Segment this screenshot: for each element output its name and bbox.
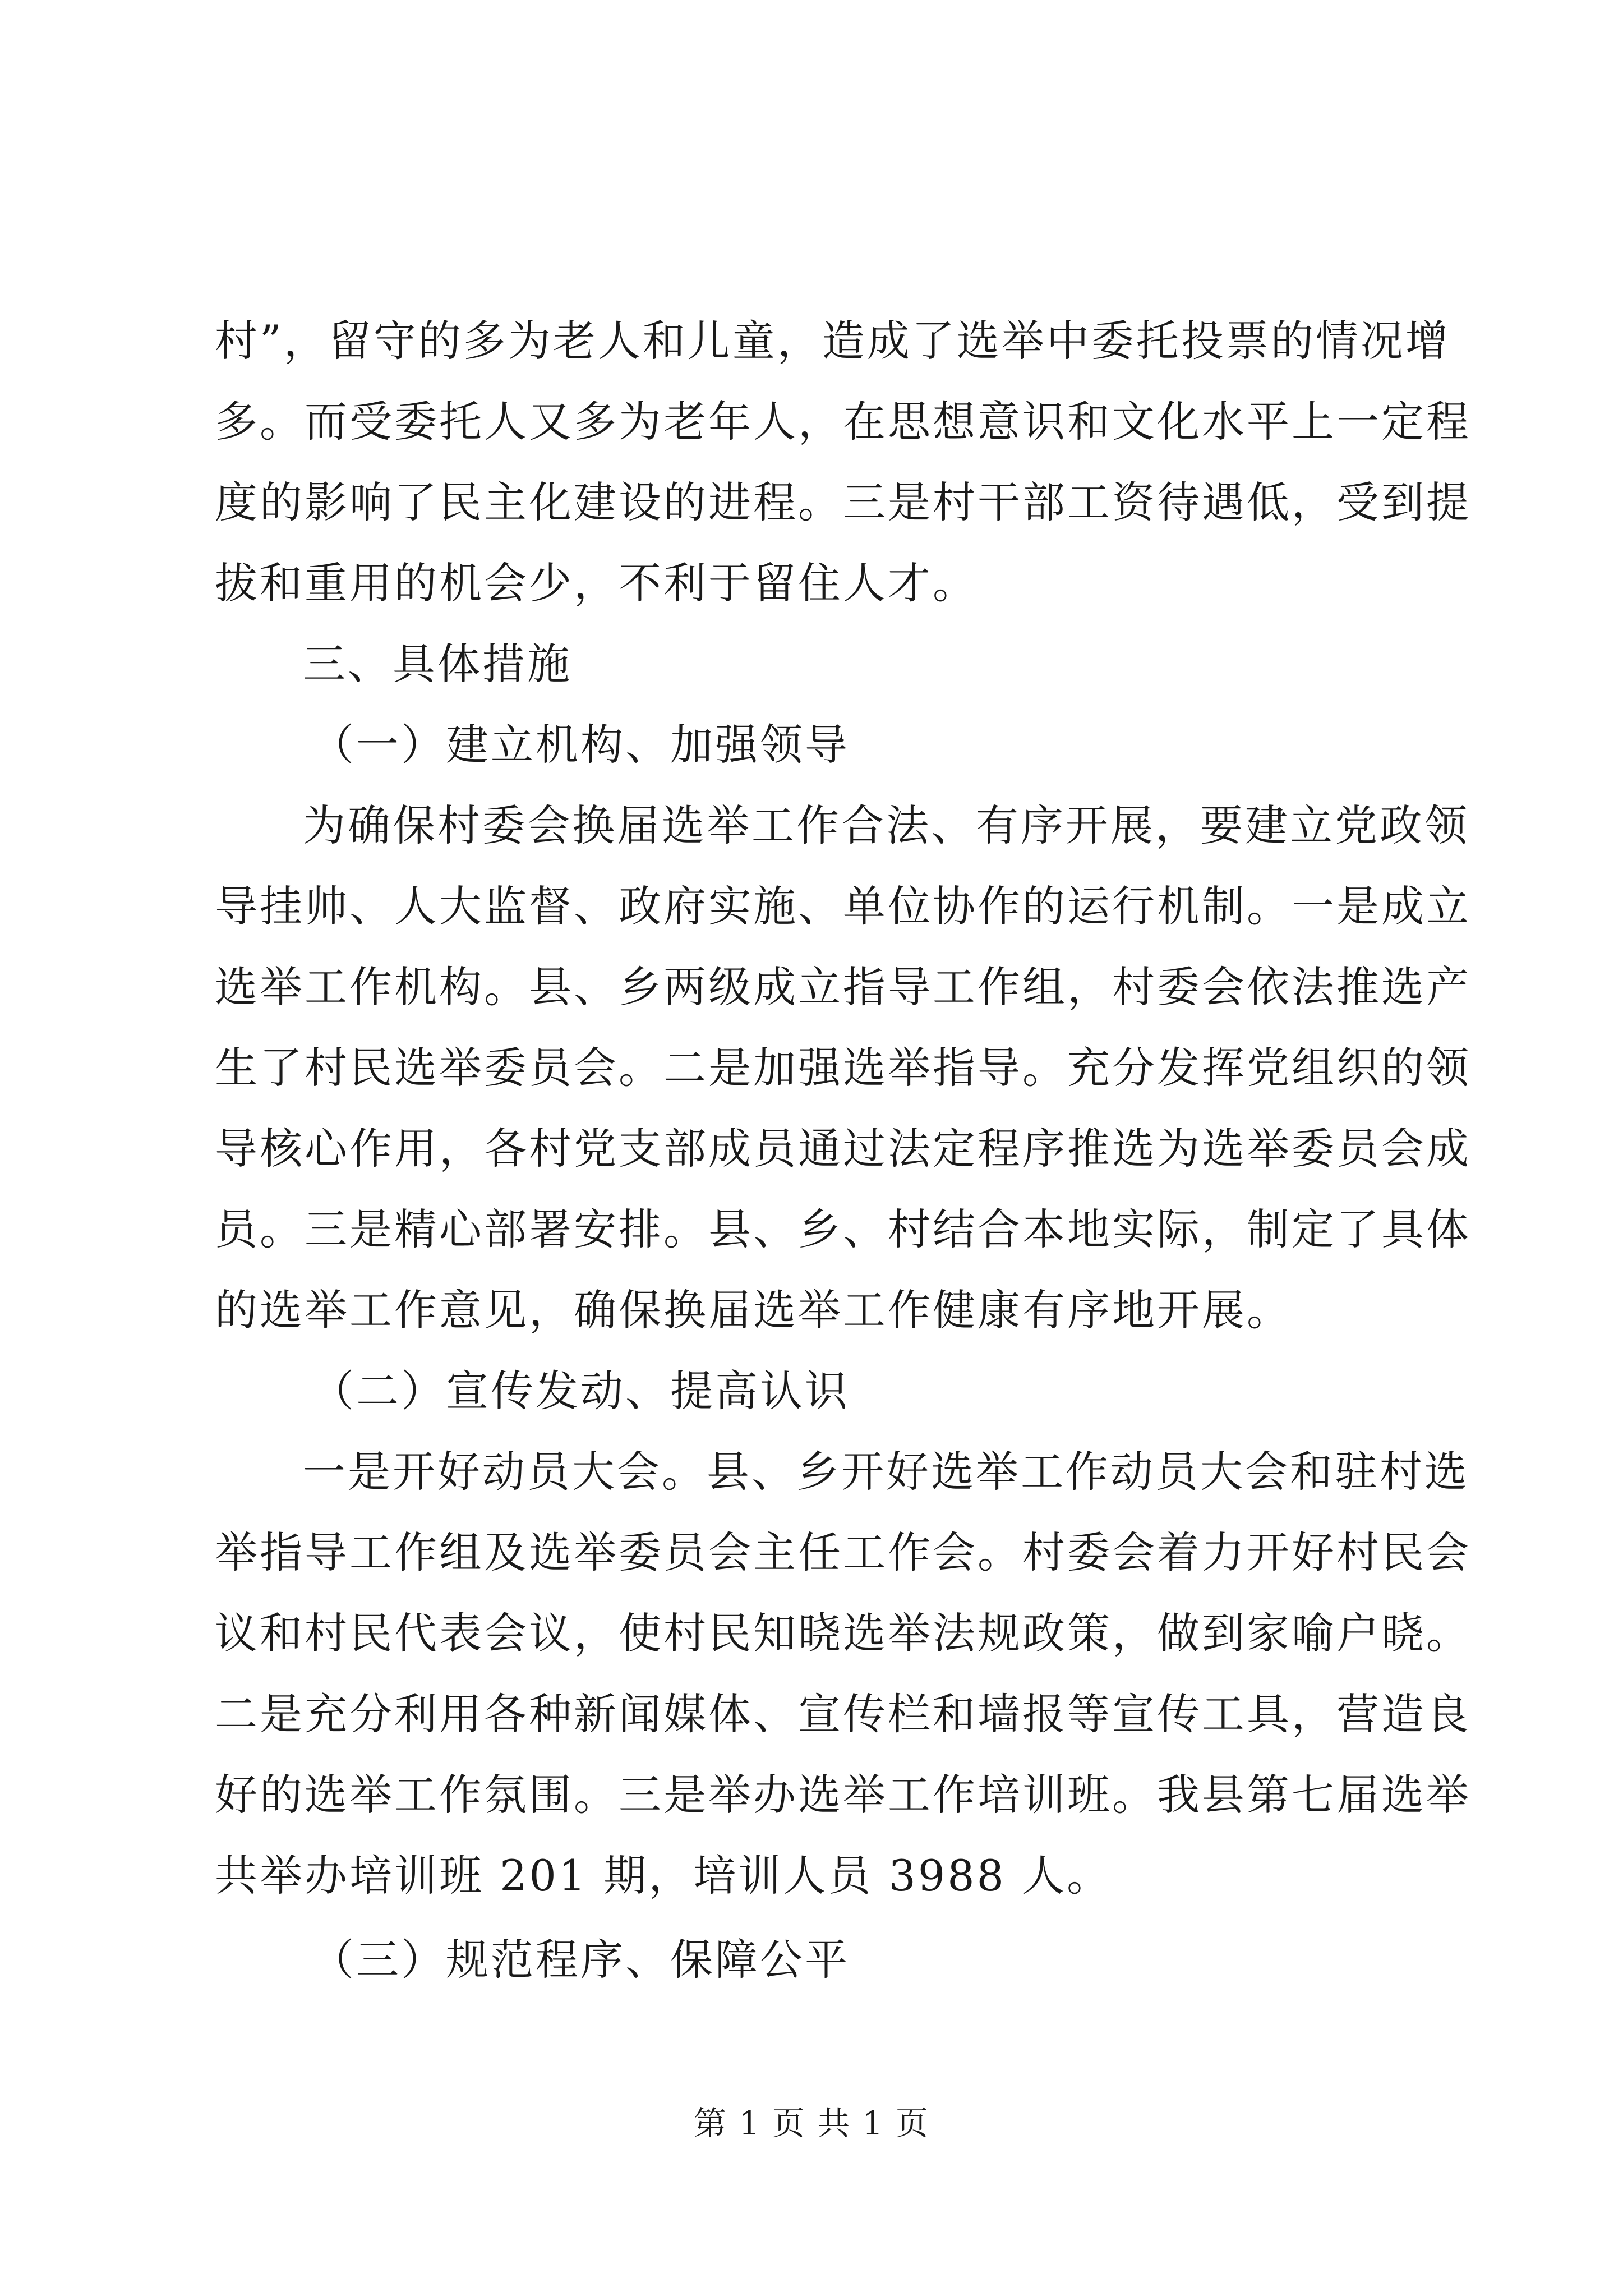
- body-line: 度的影响了民主化建设的进程。三是村干部工资待遇低，受到提: [215, 477, 1471, 527]
- page-footer: 第 1 页 共 1 页: [694, 2104, 929, 2142]
- body-line: 导核心作用，各村党支部成员通过法定程序推选为选举委员会成: [215, 1124, 1471, 1174]
- body-line: 选举工作机构。县、乡两级成立指导工作组，村委会依法推选产: [215, 962, 1471, 1012]
- body-line: 共举办培训班 201 期，培训人员 3988 人。: [215, 1851, 1112, 1901]
- body-line: 村”，留守的多为老人和儿童，造成了选举中委托投票的情况增: [215, 316, 1450, 366]
- body-line: 导挂帅、人大监督、政府实施、单位协作的运行机制。一是成立: [215, 881, 1471, 931]
- body-line: 的选举工作意见，确保换届选举工作健康有序地开展。: [215, 1285, 1292, 1335]
- body-line: 议和村民代表会议，使村民知晓选举法规政策，做到家喻户晓。: [215, 1608, 1471, 1658]
- body-line: 好的选举工作氛围。三是举办选举工作培训班。我县第七届选举: [215, 1770, 1471, 1820]
- subsection-heading: （三）规范程序、保障公平: [311, 1935, 850, 1985]
- section-heading: 三、具体措施: [303, 639, 572, 689]
- body-line: 为确保村委会换届选举工作合法、有序开展，要建立党政领: [303, 800, 1469, 850]
- body-line: 拔和重用的机会少，不利于留住人才。: [215, 558, 978, 608]
- body-line: 生了村民选举委员会。二是加强选举指导。充分发挥党组织的领: [215, 1043, 1471, 1093]
- subsection-heading: （一）建立机构、加强领导: [311, 720, 850, 770]
- body-line: 一是开好动员大会。县、乡开好选举工作动员大会和驻村选: [303, 1447, 1469, 1497]
- subsection-heading: （二）宣传发动、提高认识: [311, 1366, 850, 1416]
- body-line: 多。而受委托人又多为老年人，在思想意识和文化水平上一定程: [215, 397, 1471, 447]
- body-line: 二是充分利用各种新闻媒体、宣传栏和墙报等宣传工具，营造良: [215, 1689, 1471, 1739]
- body-line: 举指导工作组及选举委员会主任工作会。村委会着力开好村民会: [215, 1527, 1471, 1577]
- body-line: 员。三是精心部署安排。县、乡、村结合本地实际，制定了具体: [215, 1204, 1471, 1254]
